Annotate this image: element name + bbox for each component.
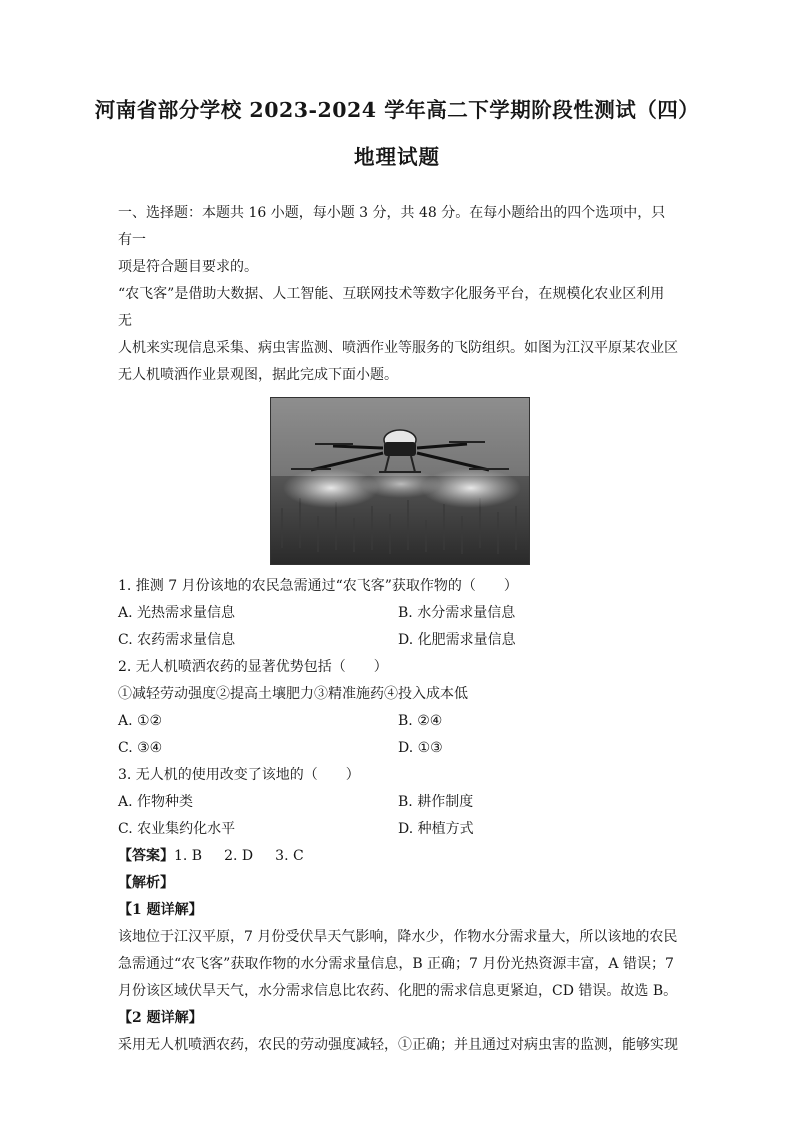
- intro-line: 无人机喷洒作业景观图，据此完成下面小题。: [118, 367, 398, 383]
- answer-value: 2. D: [224, 848, 254, 864]
- option-row: [118, 627, 678, 654]
- detail-1-line: 该地位于江汉平原，7 月份受伏旱天气影响，降水少，作物水分需求量大，所以该地的农民: [118, 929, 678, 945]
- question-stem: 1. 推测 7 月份该地的农民急需通过“农飞客”获取作物的（ ）: [118, 578, 518, 594]
- question-stem: 2. 无人机喷洒农药的显著优势包括（ ）: [118, 659, 388, 675]
- answer-label: 【答案】: [118, 848, 174, 864]
- intro-line: 人机来实现信息采集、病虫害监测、喷洒作业等服务的飞防组织。如图为江汉平原某农业区: [118, 340, 678, 356]
- option-c: C. 农业集约化水平: [118, 821, 236, 837]
- document-subtitle: 地理试题: [354, 145, 440, 169]
- option-row: [118, 816, 678, 843]
- answer-value: 1. B: [174, 848, 203, 864]
- option-b: B. 耕作制度: [398, 794, 474, 810]
- question-1: [118, 573, 678, 654]
- option-a: A. ①②: [118, 713, 163, 729]
- detail-1-label: 【1 题详解】: [118, 902, 203, 918]
- detail-1-line: 急需通过“农飞客”获取作物的水分需求量信息，B 正确；7 月份光热资源丰富，A 错误；7: [118, 956, 674, 972]
- option-b: B. 水分需求量信息: [398, 605, 516, 621]
- option-b: B. ②④: [398, 713, 443, 729]
- option-row: [118, 600, 678, 627]
- detail-2-line: 采用无人机喷洒农药，农民的劳动强度减轻，①正确；并且通过对病虫害的监测，能够实现: [118, 1037, 678, 1053]
- option-a: A. 光热需求量信息: [118, 605, 236, 621]
- detail-2-label: 【2 题详解】: [118, 1010, 203, 1026]
- analysis-label: 【解析】: [118, 875, 174, 891]
- option-d: D. 化肥需求量信息: [398, 632, 516, 648]
- drone-spraying-photo: [270, 397, 530, 565]
- option-c: C. 农药需求量信息: [118, 632, 236, 648]
- option-row: [118, 708, 678, 735]
- question-statements: ①减轻劳动强度②提高土壤肥力③精准施药④投入成本低: [118, 686, 468, 702]
- question-2: [118, 654, 678, 762]
- section-header-line: 一、选择题：本题共 16 小题，每小题 3 分，共 48 分。在每小题给出的四个选项中，只有一: [118, 205, 666, 248]
- document-title: 河南省部分学校 2023-2024 学年高二下学期阶段性测试（四）: [94, 98, 700, 122]
- section-header-line: 项是符合题目要求的。: [118, 259, 258, 275]
- intro-line: “农飞客”是借助大数据、人工智能、互联网技术等数字化服务平台，在规模化农业区利用无: [118, 286, 665, 329]
- question-stem: 3. 无人机的使用改变了该地的（ ）: [118, 767, 360, 783]
- detail-1-line: 月份该区域伏旱天气，水分需求信息比农药、化肥的需求信息更紧迫，CD 错误。故选 B。: [118, 983, 678, 999]
- option-d: D. 种植方式: [398, 821, 474, 837]
- option-c: C. ③④: [118, 740, 163, 756]
- question-3: [118, 762, 678, 843]
- answer-value: 3. C: [275, 848, 304, 864]
- option-row: [118, 735, 678, 762]
- option-row: [118, 789, 678, 816]
- document-body: [118, 200, 678, 1059]
- option-a: A. 作物种类: [118, 794, 194, 810]
- answer-line: [118, 843, 678, 870]
- option-d: D. ①③: [398, 740, 443, 756]
